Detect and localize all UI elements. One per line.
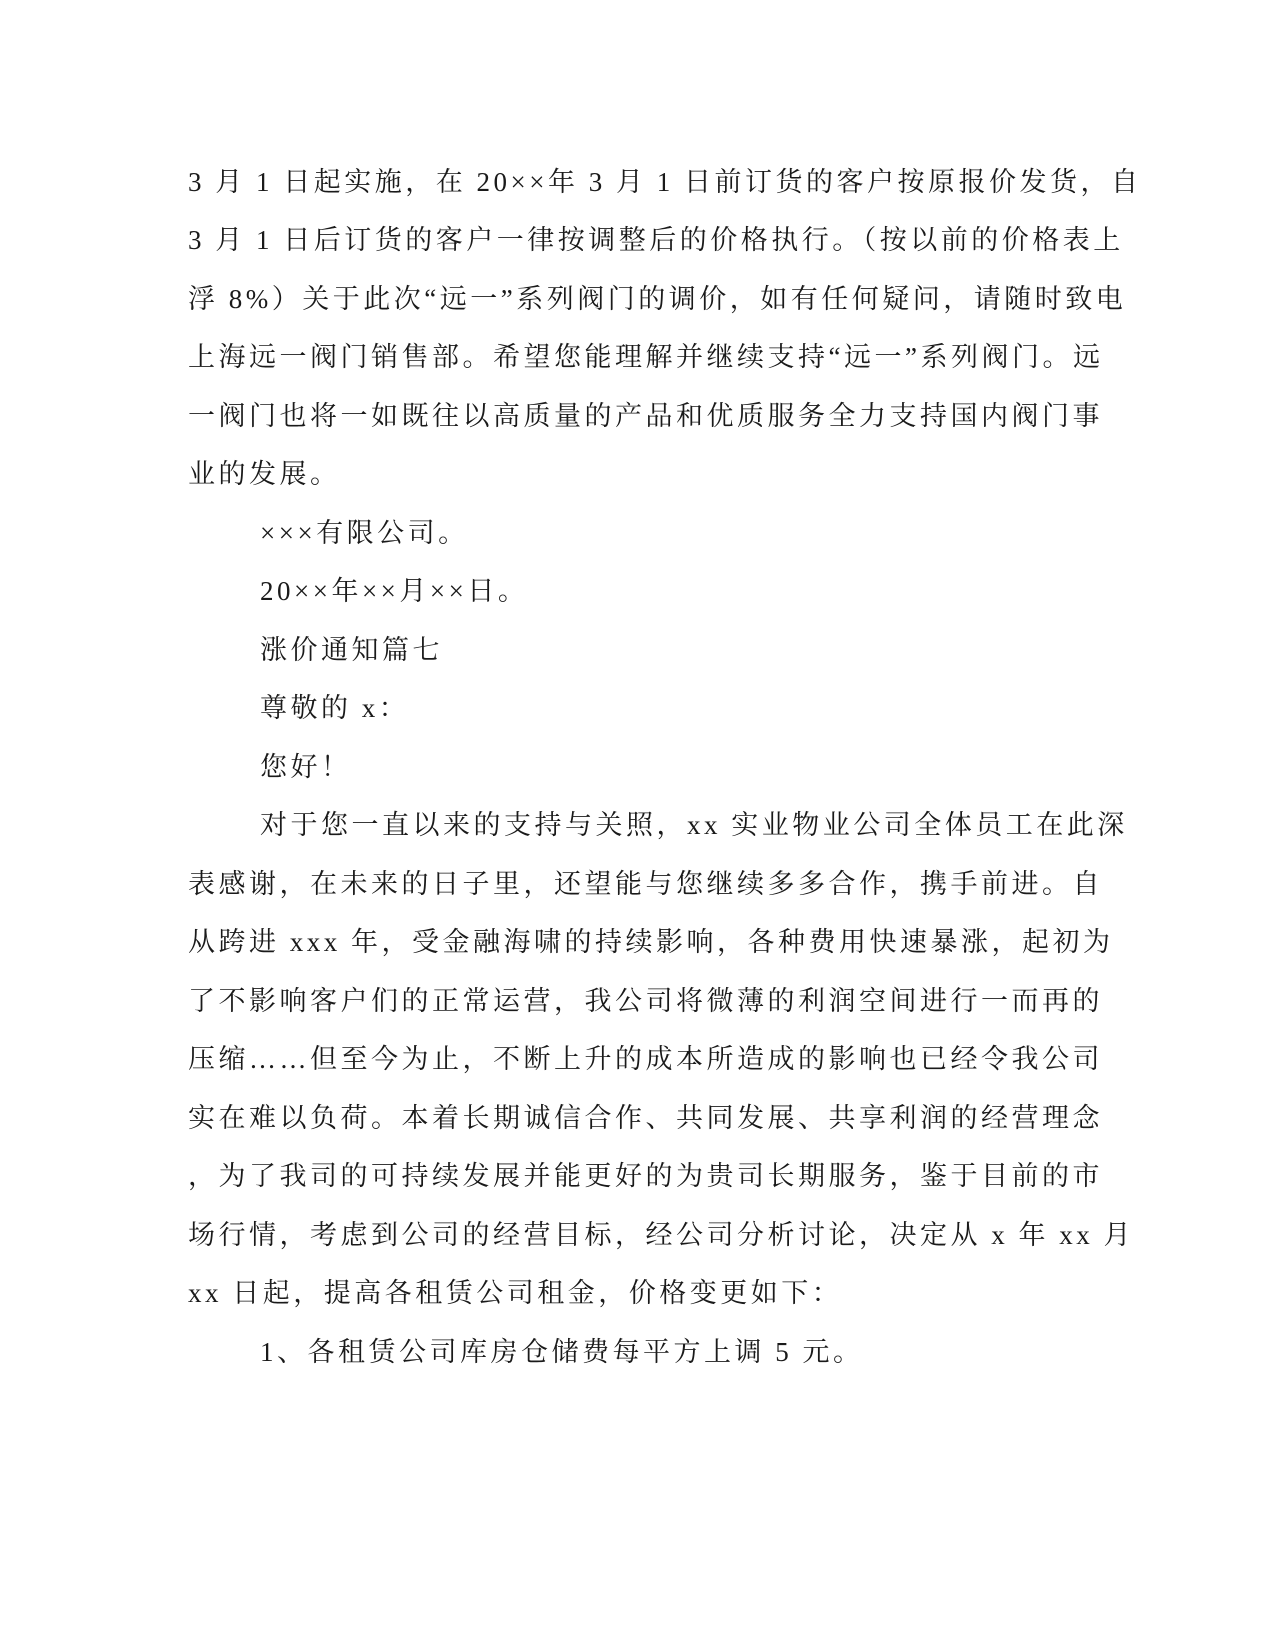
section-title: 涨价通知篇七 xyxy=(260,635,443,665)
body-text-line: 上海远一阀门销售部。希望您能理解并继续支持“远一”系列阀门。远 xyxy=(188,342,1104,372)
list-item: 1、各租赁公司库房仓储费每平方上调 5 元。 xyxy=(260,1337,864,1367)
company-signature: ×××有限公司。 xyxy=(260,518,469,548)
body-text-line: 场行情，考虑到公司的经营目标，经公司分析讨论，决定从 x 年 xx 月 xyxy=(188,1220,1134,1250)
greeting: 您好！ xyxy=(260,752,352,782)
body-text-line: ，为了我司的可持续发展并能更好的为贵司长期服务，鉴于目前的市 xyxy=(188,1161,1103,1191)
body-text-line: 3 月 1 日起实施，在 20××年 3 月 1 日前订货的客户按原报价发货，自 xyxy=(188,167,1142,197)
paragraph-first-line: 对于您一直以来的支持与关照，xx 实业物业公司全体员工在此深 xyxy=(260,810,1128,840)
signature-date: 20××年××月××日。 xyxy=(260,576,529,606)
body-text-line: 了不影响客户们的正常运营，我公司将微薄的利润空间进行一而再的 xyxy=(188,986,1103,1016)
body-text-line: 表感谢，在未来的日子里，还望能与您继续多多合作，携手前进。自 xyxy=(188,869,1103,899)
body-text-line: 浮 8%）关于此次“远一”系列阀门的调价，如有任何疑问，请随时致电 xyxy=(188,284,1127,314)
body-text-line: 实在难以负荷。本着长期诚信合作、共同发展、共享利润的经营理念 xyxy=(188,1103,1103,1133)
body-text-line: 压缩……但至今为止，不断上升的成本所造成的影响也已经令我公司 xyxy=(188,1044,1103,1074)
body-text-line: xx 日起，提高各租赁公司租金，价格变更如下： xyxy=(188,1278,843,1308)
salutation: 尊敬的 x： xyxy=(260,693,410,723)
body-text-line: 业的发展。 xyxy=(188,459,341,489)
body-text-line: 一阀门也将一如既往以高质量的产品和优质服务全力支持国内阀门事 xyxy=(188,401,1103,431)
body-text-line: 3 月 1 日后订货的客户一律按调整后的价格执行。（按以前的价格表上 xyxy=(188,225,1124,255)
body-text-line: 从跨进 xxx 年，受金融海啸的持续影响，各种费用快速暴涨，起初为 xyxy=(188,927,1114,957)
